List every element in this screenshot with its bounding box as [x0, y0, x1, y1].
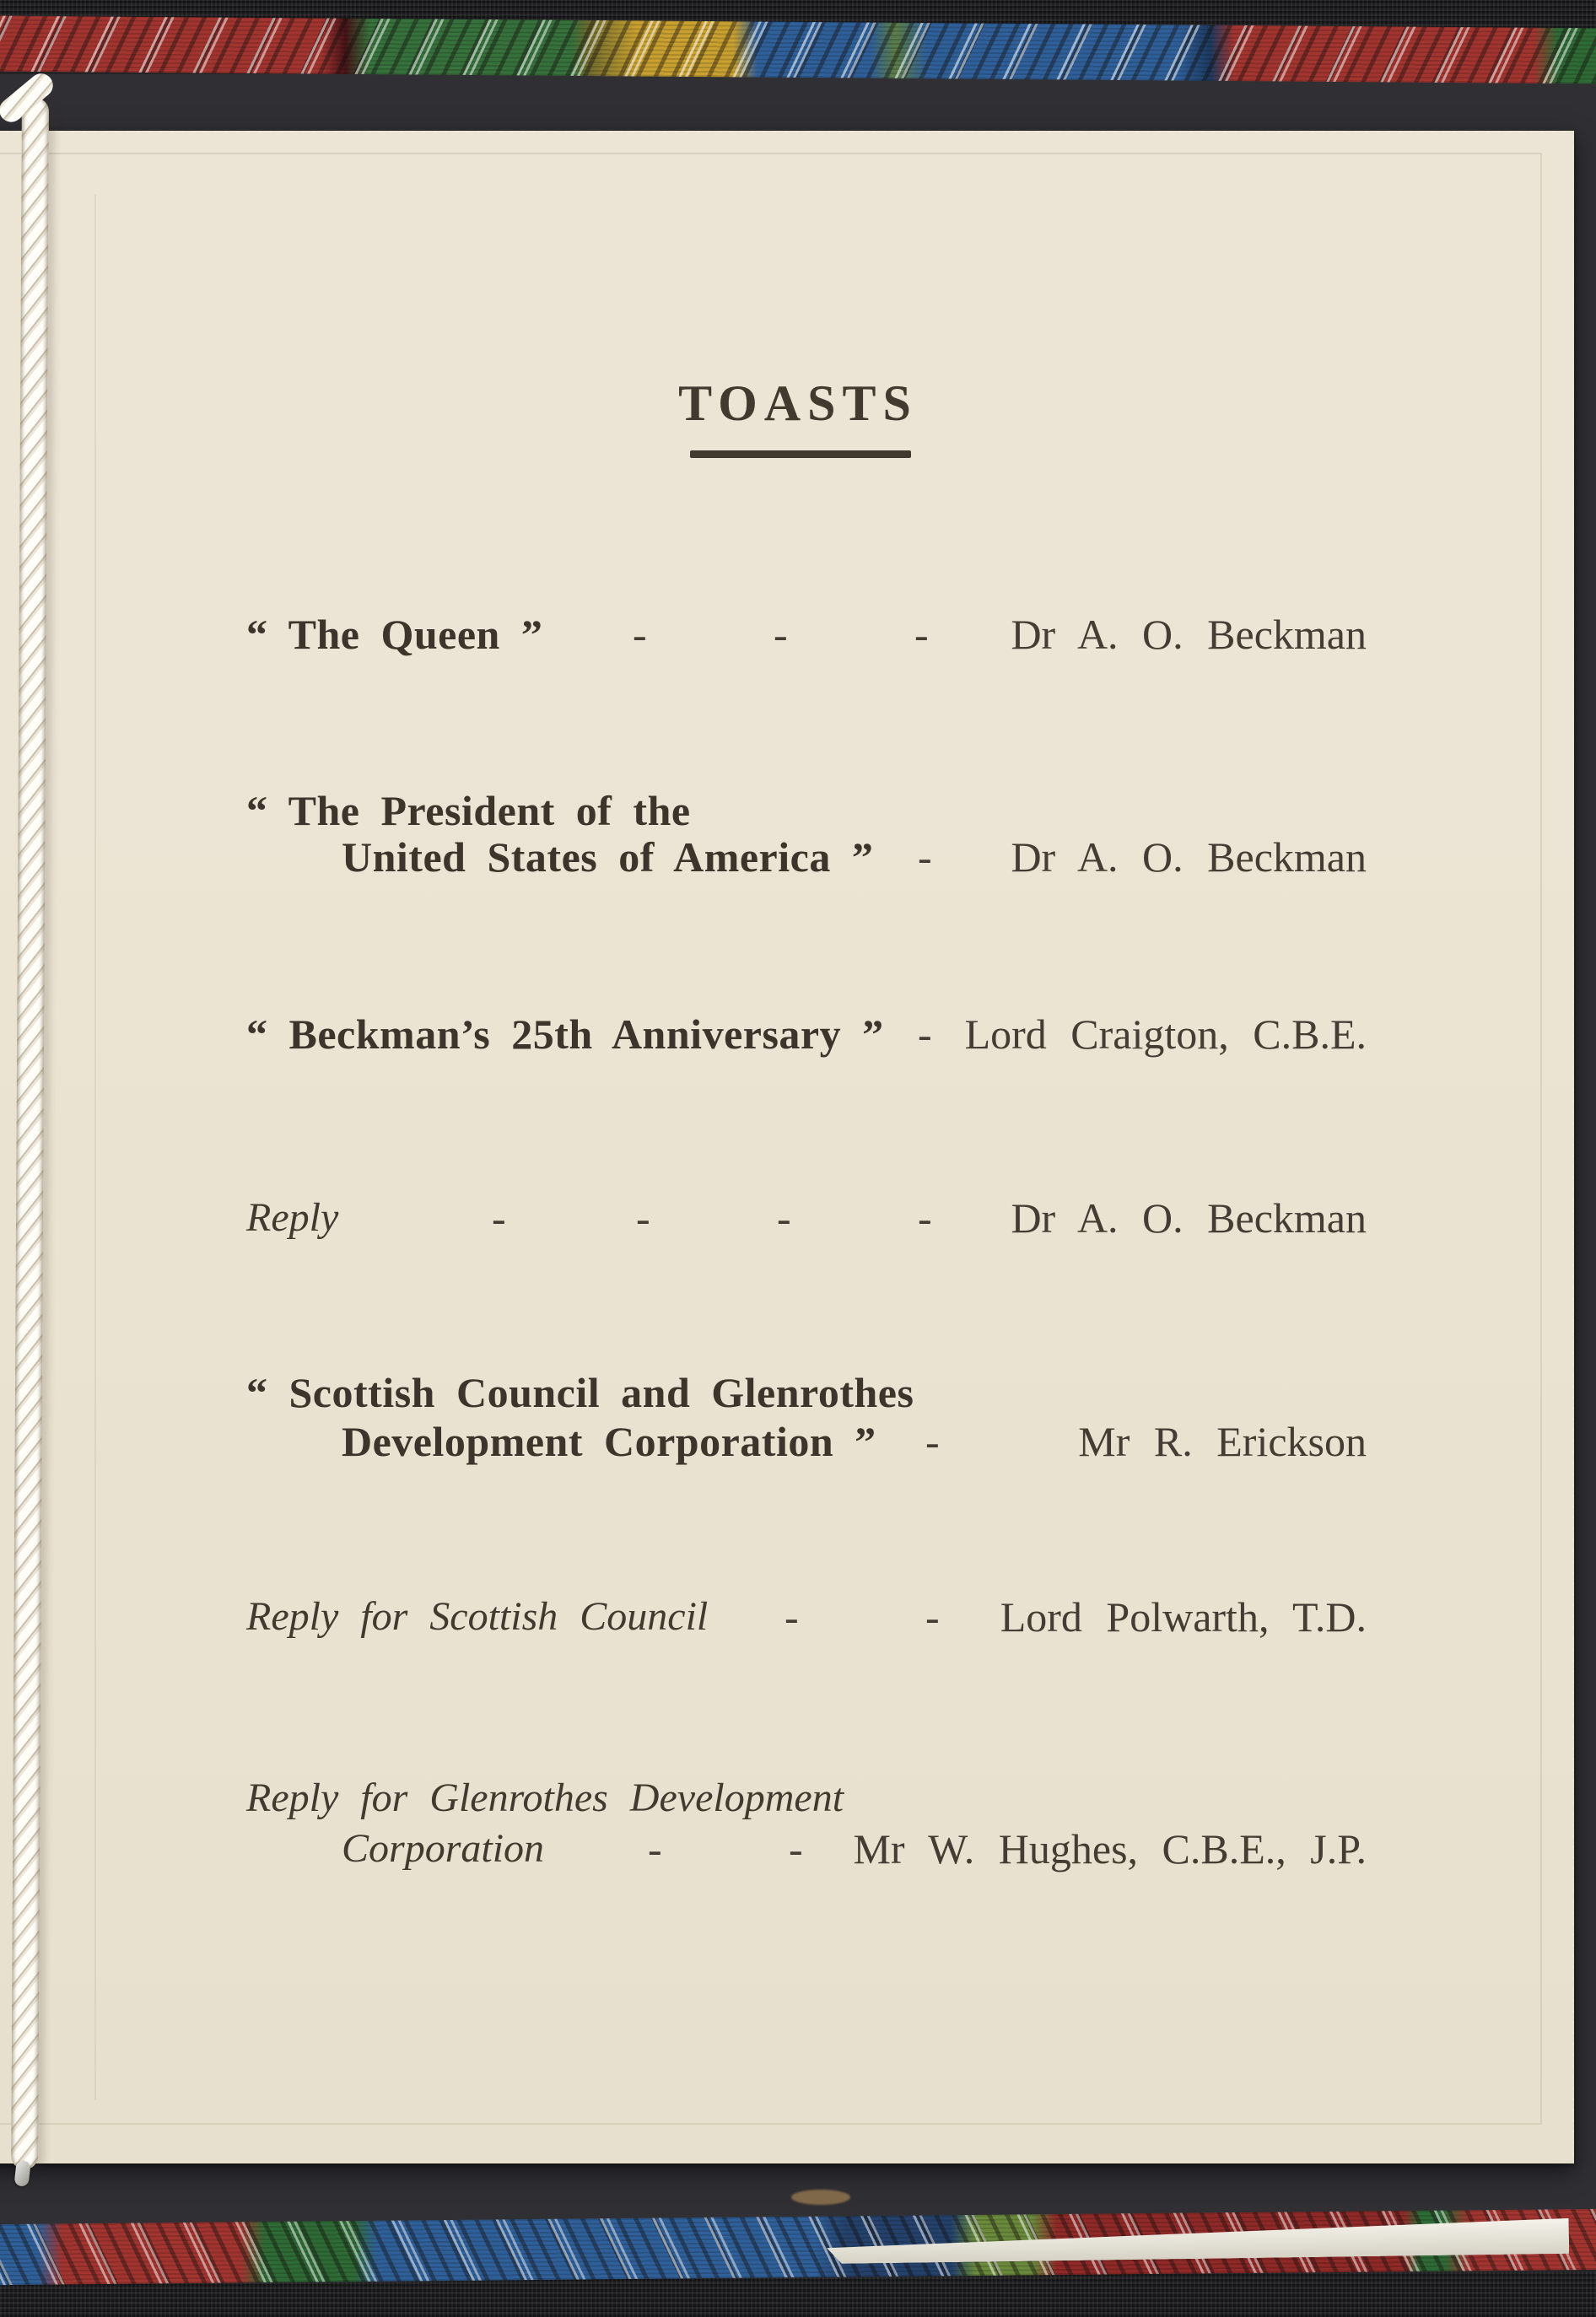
separator-dash: -	[918, 833, 932, 881]
separator-dash: -	[492, 1194, 506, 1242]
separator-dash: -	[648, 1825, 662, 1872]
toast-name: Lord Polwarth, T.D.	[1000, 1593, 1367, 1641]
toast-row	[0, 608, 1596, 671]
toast-label: “ Scottish Council and Glenrothes	[246, 1369, 914, 1416]
toast-row	[0, 1008, 1596, 1070]
separator-dash: -	[918, 1010, 932, 1058]
separator-dash: -	[777, 1194, 791, 1242]
toast-row	[0, 831, 1596, 893]
title-underline	[690, 450, 911, 458]
reply-label: Reply	[246, 1195, 339, 1240]
toast-row	[0, 1415, 1596, 1478]
separator-dash: -	[785, 1593, 799, 1641]
reply-label-line2: Corporation	[342, 1826, 545, 1871]
toast-row	[0, 1192, 1596, 1254]
toast-label-line2: United States of America ”	[342, 833, 874, 881]
separator-dash: -	[633, 611, 647, 658]
toast-row	[0, 1823, 1596, 1885]
toast-name: Lord Craigton, C.B.E.	[964, 1010, 1367, 1058]
separator-dash: -	[914, 611, 929, 658]
separator-dash: -	[918, 1194, 932, 1242]
toast-name: Mr R. Erickson	[1078, 1418, 1367, 1465]
separator-dash: -	[925, 1418, 940, 1465]
separator-dash: -	[636, 1194, 650, 1242]
toast-name: Dr A. O. Beckman	[1011, 1194, 1367, 1242]
toast-label: “ The Queen ”	[246, 611, 543, 658]
toast-label: “ The President of the	[246, 787, 691, 834]
separator-dash: -	[789, 1825, 803, 1872]
toast-label: “ Beckman’s 25th Anniversary ”	[246, 1010, 884, 1058]
separator-dash: -	[925, 1593, 940, 1641]
separator-dash: -	[774, 611, 788, 658]
toast-name: Dr A. O. Beckman	[1011, 833, 1367, 881]
page-title: TOASTS	[678, 375, 918, 431]
reply-label: Reply for Glenrothes Development	[246, 1775, 844, 1820]
toast-name: Dr A. O. Beckman	[1011, 611, 1367, 658]
toast-label-line2: Development Corporation ”	[342, 1418, 876, 1465]
toast-name: Mr W. Hughes, C.B.E., J.P.	[853, 1825, 1367, 1872]
toast-row	[0, 1591, 1596, 1653]
reply-label: Reply for Scottish Council	[246, 1594, 709, 1639]
